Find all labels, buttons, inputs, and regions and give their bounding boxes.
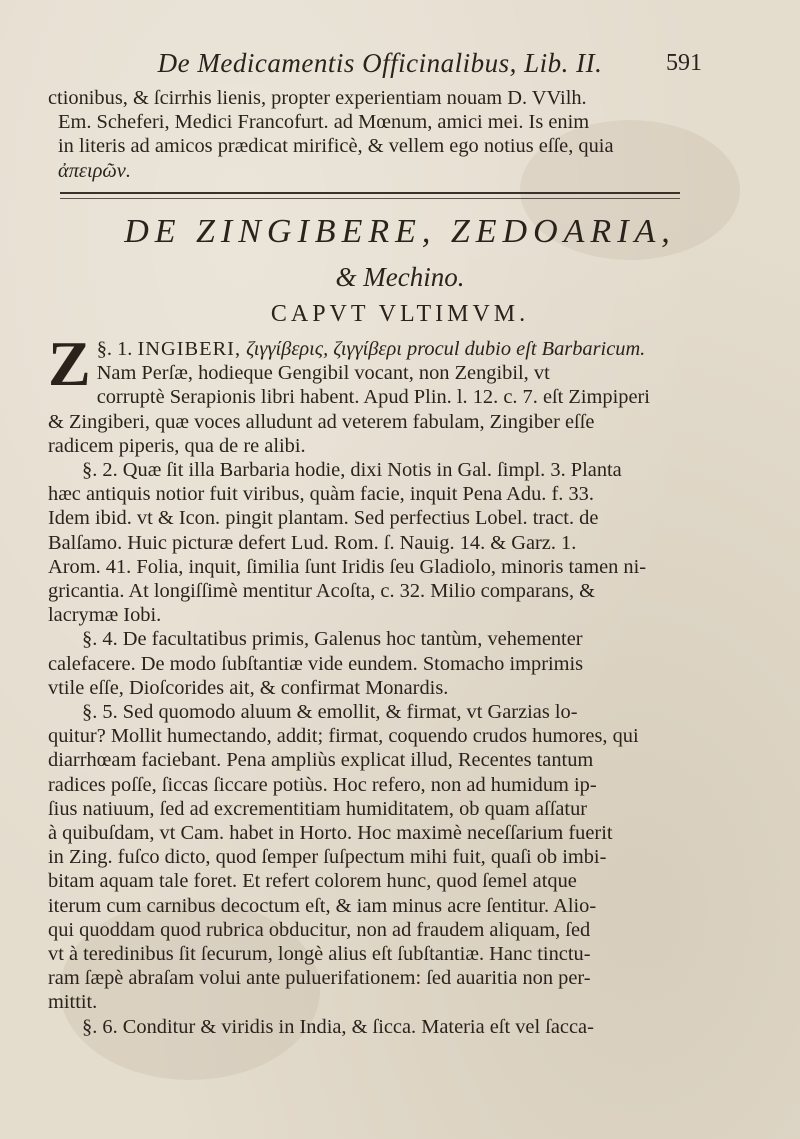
text-line: Em. Scheferi, Medici Francofurt. ad Mœnum, amici mei. Is enim [58,111,590,134]
chapter-title: DE ZINGIBERE, ZEDOARIA, [124,213,676,250]
text-line: quitur? Mollit humectando, addit; firmat, coquendo crudos humores, qui [48,725,639,748]
text-line: Nam Perſæ, hodieque Gengibil vocant, non Zengibil, vt [96,362,550,385]
text-line: §. 2. Quæ ſit illa Barbaria hodie, dixi Notis in Gal. ſimpl. 3. Planta [82,459,622,482]
page-number: 591 [666,50,702,76]
text-line: radices poſſe, ſiccas ſiccare potiùs. Hoc refero, non ad humidum ip- [48,773,597,796]
text-line: hæc antiquis notior fuit viribus, quàm facie, inquit Pena Adu. f. 33. [48,483,594,506]
text-line: vtile eſſe, Dioſcorides ait, & confirmat Monardis. [48,676,449,699]
page-header [0,48,800,84]
text-line: diarrhœam faciebant. Pena ampliùs explicat illud, Recentes tantum [48,749,594,772]
text-line: §. 6. Conditur & viridis in India, & ſicca. Materia eſt vel ſacca- [82,1015,594,1038]
continued-paragraph [48,86,740,183]
text-line: iterum cum carnibus decoctum eſt, & iam minus acre ſentitur. Alio- [48,894,597,917]
text-line: ζιγγίβερις, ζιγγίβερι procul dubio eſt Barbaricum. [246,338,646,360]
section-5 [48,700,740,1015]
section-divider [60,192,680,199]
chapter-heading: CAPVT VLTIMVM. [270,301,530,327]
text-line: qui quoddam quod rubrica obducitur, non ad fraudem aliquam, ſed [48,918,591,941]
text-line: ctionibus, & ſcirrhis lienis, propter experientiam nouam D. VVilh. [48,87,587,109]
text-line: in literis ad amicos prædicat mirificè, & vellem ego notius eſſe, quia [58,135,614,158]
section-number: §. 1. [96,338,133,360]
text-line: bitam aquam tale foret. Et refert colorem hunc, quod ſemel atque [48,870,577,893]
text-line: ἀπειρῶν. [58,159,131,182]
rule-thick [60,192,680,194]
text-line: lacrymæ Iobi. [48,604,162,627]
chapter-body [48,328,740,1039]
text-line: §. 4. De facultatibus primis, Galenus hoc tantùm, vehementer [82,628,583,651]
text-line: mittit. [48,991,98,1014]
text-line: calefacere. De modo ſubſtantiæ vide eundem. Stomacho imprimis [48,652,584,675]
text-line: §. 5. Sed quomodo aluum & emollit, & firmat, vt Garzias lo- [82,701,578,724]
section-1 [48,328,740,458]
text-line: gricantia. At longiſſimè mentitur Acoſta, c. 32. Milio comparans, & [48,580,596,603]
rule-thin [60,198,680,199]
text-line: Idem ibid. vt & Icon. pingit plantam. Sed perfectius Lobel. tract. de [48,507,599,530]
section-6 [48,1015,740,1039]
lemma-word: INGIBERI, [137,338,242,360]
text-line: ſius natiuum, ſed ad excrementitiam humiditatem, ob quam aſſatur [48,797,588,820]
text-line: in Zing. fuſco dicto, quod ſemper ſuſpectum mihi fuit, quaſi ob imbi- [48,846,607,869]
text-line: vt à teredinibus ſit ſecurum, longè alius eſt ſubſtantiæ. Hanc tinctu- [48,943,591,966]
text-line: & Zingiberi, quæ voces alludunt ad veterem fabulam, Zingiber eſſe [48,410,595,433]
chapter-subtitle: & Mechino. [335,262,465,292]
text-line: radicem piperis, qua de re alibi. [48,434,306,457]
text-line: ram ſæpè abraſam volui ante puluerifationem: ſed auaritia non per- [48,967,591,990]
text-line: Arom. 41. Folia, inquit, ſimilia ſunt Iridis ſeu Gladiolo, minoris tamen ni- [48,555,647,578]
drop-cap-letter: Z [48,328,91,399]
section-2 [48,458,740,627]
text-line: corruptè Serapionis libri habent. Apud Plin. l. 12. c. 7. eſt Zimpiperi [96,386,650,409]
text-line: Balſamo. Huic picturæ defert Lud. Rom. ſ. Nauig. 14. & Garz. 1. [48,531,577,554]
section-4 [48,627,740,700]
text-line: à quibuſdam, vt Cam. habet in Horto. Hoc maximè neceſſarium fuerit [48,822,613,845]
running-head: De Medicamentis Officinalibus, Lib. II. [157,48,603,78]
